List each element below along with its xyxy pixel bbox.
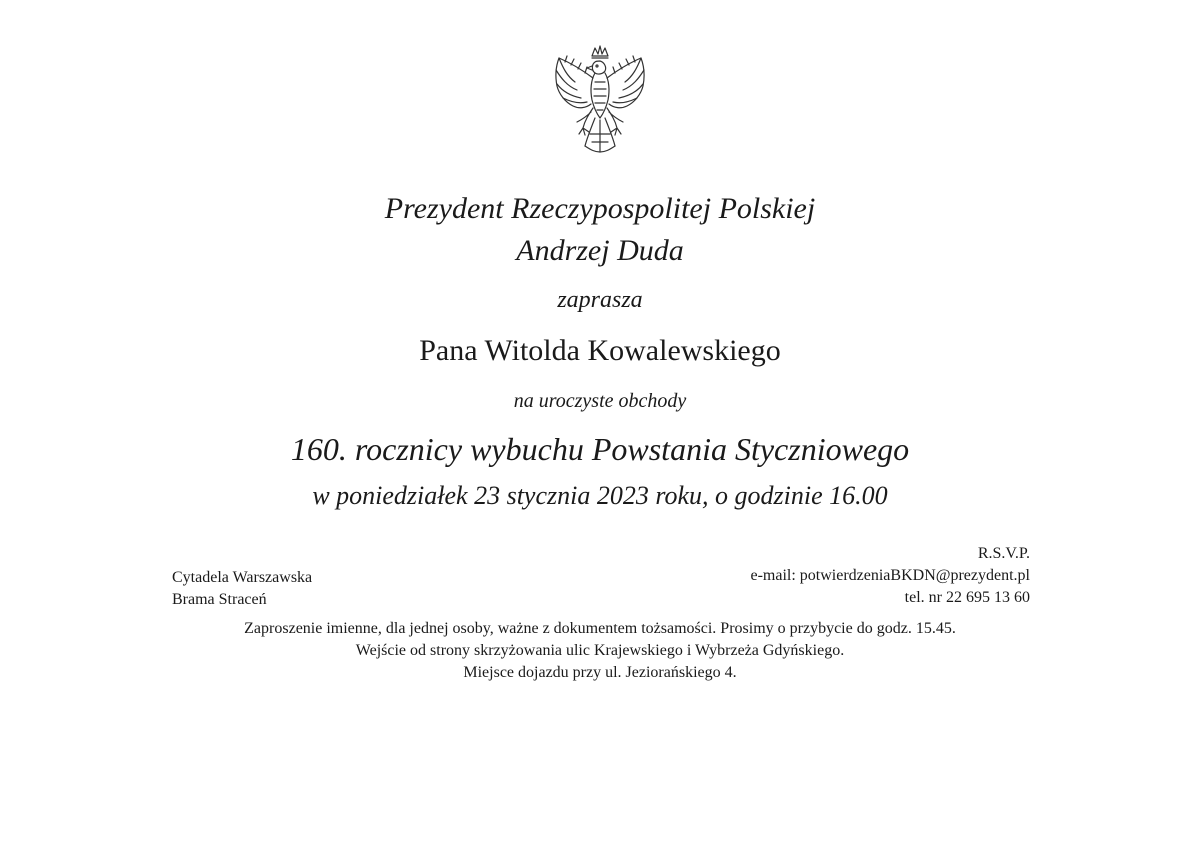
note-line: Wejście od strony skrzyżowania ulic Krajewskiego i Wybrzeża Gdyńskiego. — [355, 642, 845, 659]
rsvp-label: R.S.V.P. — [977, 545, 1030, 562]
location-block — [172, 567, 312, 611]
guest-name: Pana Witolda Kowalewskiego — [419, 334, 781, 367]
rsvp-phone: tel. nr 22 695 13 60 — [904, 589, 1030, 606]
president-name: Andrzej Duda — [516, 234, 684, 267]
invites-verb: zaprasza — [557, 287, 643, 313]
notes-block — [0, 618, 1200, 684]
eagle-emblem-icon — [545, 42, 655, 162]
event-date-time: w poniedziałek 23 stycznia 2023 roku, o godzinie 16.00 — [312, 481, 888, 510]
event-title: 160. rocznicy wybuchu Powstania Styczniowego — [290, 431, 910, 467]
note-line: Miejsce dojazdu przy ul. Jeziorańskiego 4. — [463, 664, 737, 681]
rsvp-block — [750, 543, 1030, 609]
president-title: Prezydent Rzeczypospolitej Polskiej — [384, 192, 816, 225]
location-gate: Brama Straceń — [172, 591, 267, 608]
location-place: Cytadela Warszawska — [172, 569, 313, 586]
note-line: Zaproszenie imienne, dla jednej osoby, ważne z dokumentem tożsamości. Prosimy o przybycie do godz. 15.45. — [244, 620, 956, 637]
occasion-intro: na uroczyste obchody — [513, 390, 687, 412]
rsvp-email: e-mail: potwierdzeniaBKDN@prezydent.pl — [750, 567, 1030, 584]
